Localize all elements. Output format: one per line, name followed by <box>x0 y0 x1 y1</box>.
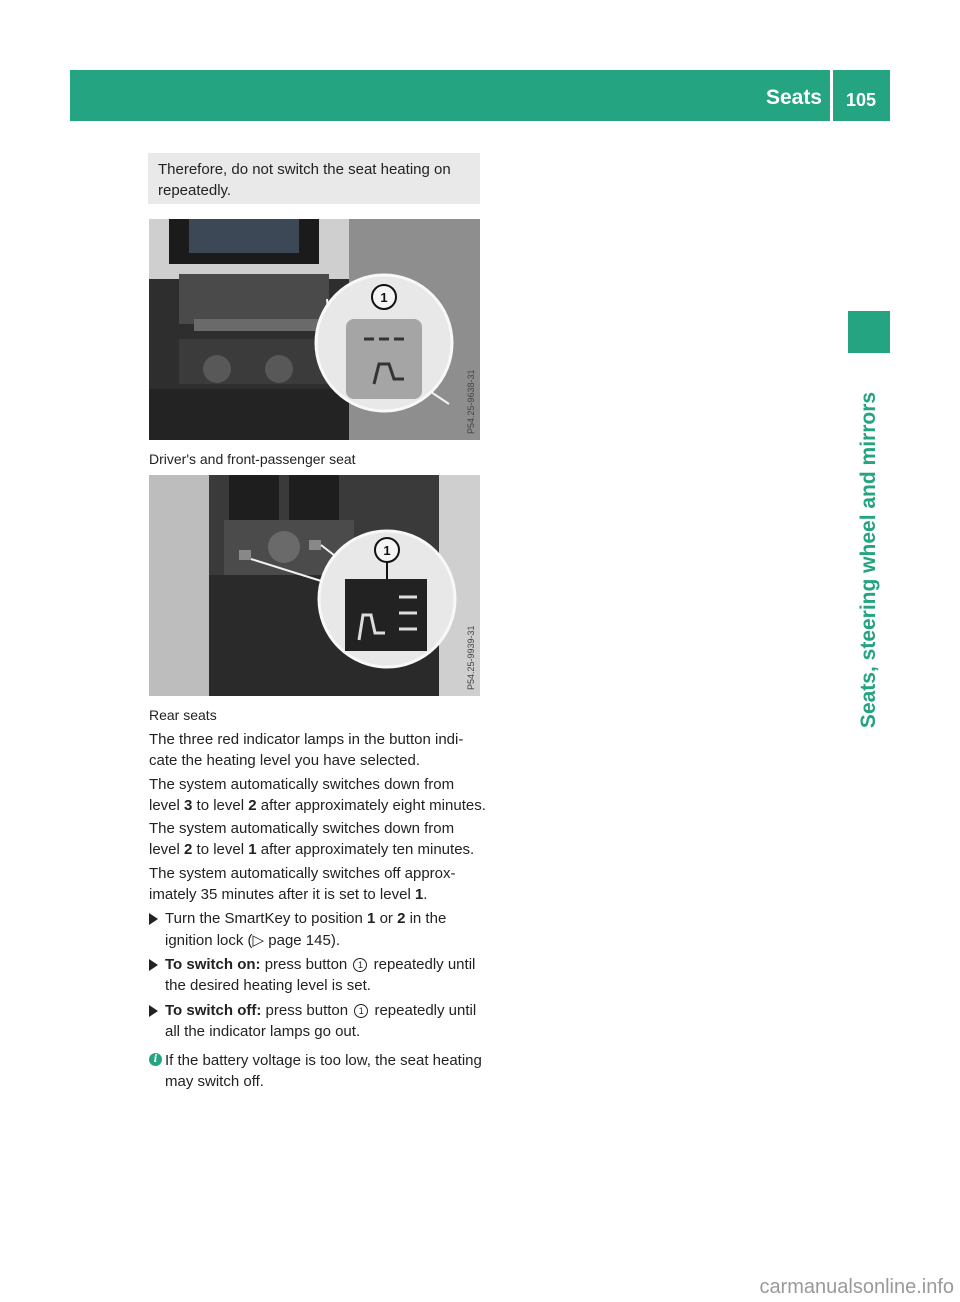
chapter-tab <box>848 370 890 750</box>
figure-front-seat-heating <box>149 219 480 440</box>
section-title: Seats <box>765 86 822 109</box>
step-turn-smartkey: Turn the SmartKey to position 1 or 2 in the ignition lock (▷ page 145). <box>149 908 489 951</box>
button-number-icon: 1 <box>353 958 367 972</box>
info-note: i If the battery voltage is too low, the seat heating may switch off. <box>149 1050 489 1093</box>
paragraph-auto-off: The system automatically switches off approx- imately 35 minutes after it is set to level 1. <box>149 864 456 904</box>
photo-front-console <box>149 219 480 440</box>
figure-rear-seat-heating <box>149 475 480 696</box>
page-ref-arrow-icon: ▷ <box>252 931 265 949</box>
step-switch-off: To switch off: press button 1 repeatedly until all the indicator lamps go out. <box>149 1000 489 1043</box>
info-icon: i <box>149 1053 162 1066</box>
paragraph-level-2-to-1: The system automatically switches down from level 2 to level 1 after approximately ten minutes. <box>149 820 475 859</box>
photo-rear-console <box>149 475 480 696</box>
button-number-icon: 1 <box>354 1004 368 1018</box>
figure-code-1: P54.25-9638-31 <box>466 369 476 434</box>
step-arrow-icon <box>149 913 158 925</box>
chapter-marker <box>848 311 890 353</box>
step-switch-on: To switch on: press button 1 repeatedly until the desired heating level is set. <box>149 954 489 997</box>
body-text <box>149 729 489 1093</box>
step-arrow-icon <box>149 1005 158 1017</box>
paragraph-level-3-to-2: The system automatically switches down from level 3 to level 2 after approximately eight minutes. <box>149 775 486 814</box>
chapter-tab-label: Seats, steering wheel and mirrors <box>857 391 880 729</box>
step-arrow-icon <box>149 959 158 971</box>
footer-watermark: carmanualsonline.info <box>759 1276 954 1298</box>
header-divider <box>830 70 833 121</box>
warning-callout: Therefore, do not switch the seat heating on repeatedly. <box>148 153 480 204</box>
header-bar <box>70 70 890 121</box>
page-number: 105 <box>846 90 877 110</box>
figure-code-2: P54.25-9939-31 <box>466 625 476 690</box>
figure-caption-1: Driver's and front-passenger seat <box>149 451 356 467</box>
paragraph-indicator-lamps: The three red indicator lamps in the button indi- cate the heating level you have selected. <box>149 731 464 770</box>
figure-caption-2: Rear seats <box>149 707 217 723</box>
callout-number-1: 1 <box>380 290 388 305</box>
callout-number-2: 1 <box>383 543 391 558</box>
